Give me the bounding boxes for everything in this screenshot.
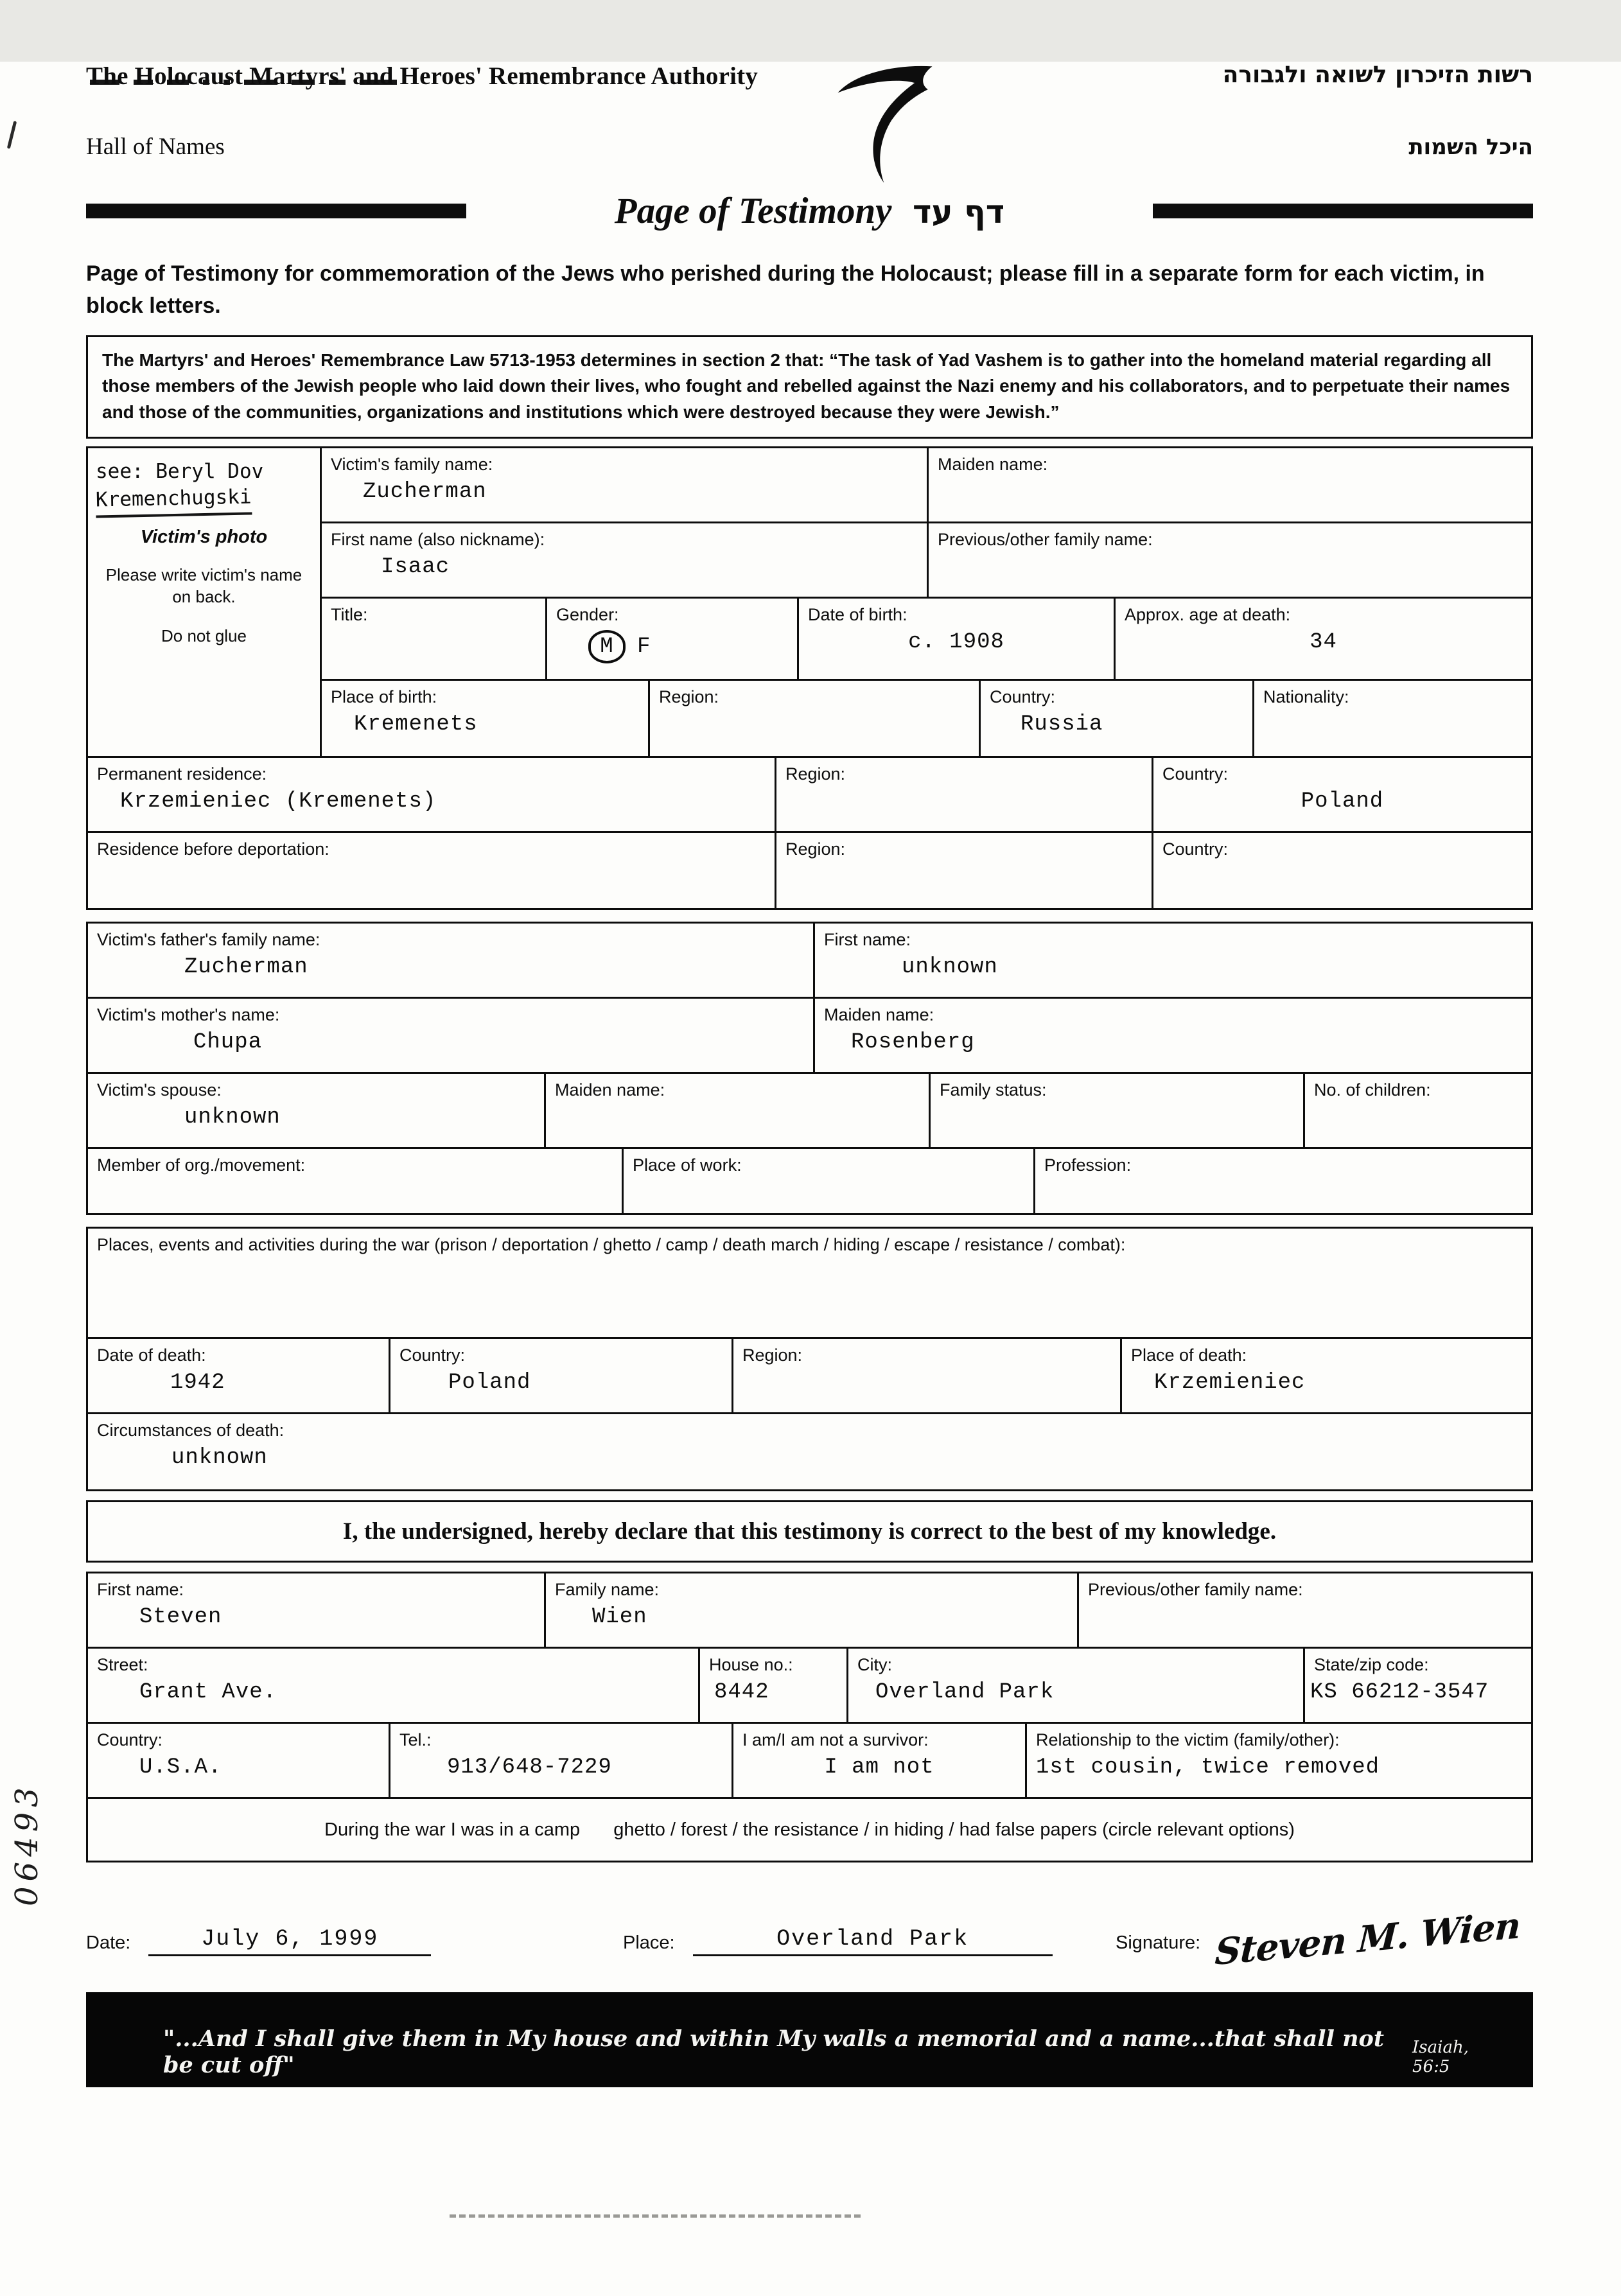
field-death-region bbox=[733, 1339, 1122, 1412]
victim-family-block bbox=[86, 922, 1533, 1215]
field-value: c. 1908 bbox=[908, 630, 1004, 655]
field-mother-name bbox=[88, 999, 815, 1072]
field-value: Zucherman bbox=[363, 480, 487, 505]
signature-row bbox=[86, 1904, 1533, 1974]
form-row bbox=[322, 448, 1531, 523]
hall-of-names-hebrew: היכל השמות bbox=[1408, 134, 1533, 160]
field-label: Nationality: bbox=[1263, 687, 1349, 707]
field-nationality bbox=[1254, 681, 1531, 756]
field-permanent-residence bbox=[88, 758, 776, 831]
field-label: House no.: bbox=[709, 1655, 793, 1675]
field-state-zip bbox=[1305, 1649, 1531, 1722]
war-status-part1: During the war I was in a camp bbox=[324, 1819, 581, 1840]
field-label: Family status: bbox=[940, 1080, 1047, 1100]
field-label: Victim's family name: bbox=[331, 455, 493, 475]
org-name-hebrew: רשות הזיכרון לשואה ולגבורה bbox=[1222, 62, 1533, 88]
field-residence-country bbox=[1153, 758, 1531, 831]
field-birth-region bbox=[650, 681, 981, 756]
signature-label: Signature: bbox=[1116, 1932, 1201, 1954]
field-value bbox=[1254, 708, 1531, 719]
footer-quote-source: Isaiah, 56:5 bbox=[1412, 2038, 1469, 2077]
declaration-text: I, the undersigned, hereby declare that this testimony is correct to the best of my knowledge. bbox=[342, 1518, 1277, 1545]
field-label: Relationship to the victim (family/other): bbox=[1036, 1730, 1340, 1750]
submitter-block bbox=[86, 1572, 1533, 1862]
field-submitter-family-name bbox=[546, 1573, 1079, 1647]
field-value: U.S.A. bbox=[139, 1755, 222, 1780]
field-first-name bbox=[322, 523, 929, 597]
field-value: 34 bbox=[1310, 630, 1337, 655]
field-value bbox=[776, 861, 1152, 871]
field-deportation-country bbox=[1153, 833, 1531, 908]
form-row bbox=[88, 1339, 1531, 1414]
yad-vashem-logo-icon bbox=[834, 64, 936, 185]
field-label: Residence before deportation: bbox=[97, 839, 329, 859]
field-label: I am/I am not a survivor: bbox=[742, 1730, 929, 1750]
date-label: Date: bbox=[86, 1932, 131, 1954]
field-label: Approx. age at death: bbox=[1125, 605, 1291, 625]
field-previous-family-name bbox=[929, 523, 1531, 597]
field-value: unknown bbox=[184, 1105, 281, 1130]
hall-of-names-english: Hall of Names bbox=[86, 134, 225, 160]
field-label: Title: bbox=[331, 605, 368, 625]
field-relationship bbox=[1027, 1724, 1531, 1797]
field-date-of-death bbox=[88, 1339, 390, 1412]
field-label: City: bbox=[857, 1655, 892, 1675]
field-profession bbox=[1035, 1149, 1531, 1213]
field-value bbox=[322, 626, 545, 636]
field-label: Maiden name: bbox=[824, 1005, 934, 1025]
form-row bbox=[88, 1414, 1531, 1489]
photo-box-no-glue: Do not glue bbox=[161, 626, 247, 645]
photo-box-title: Victim's photo bbox=[140, 527, 268, 548]
field-value bbox=[929, 551, 1531, 561]
field-label: State/zip code: bbox=[1314, 1655, 1429, 1675]
field-father-family-name bbox=[88, 924, 815, 997]
field-label: First name (also nickname): bbox=[331, 530, 545, 550]
photo-box-instruction: Please write victim's name on back. bbox=[105, 565, 302, 607]
handwritten-signature: Steven M. Wien bbox=[1214, 1904, 1521, 1974]
field-value: Krzemieniec bbox=[1154, 1371, 1306, 1396]
field-label: Country: bbox=[1162, 839, 1229, 859]
field-family-status bbox=[931, 1074, 1305, 1147]
field-value: Grant Ave. bbox=[139, 1680, 277, 1705]
form-row bbox=[88, 1074, 1531, 1149]
field-birth-country bbox=[981, 681, 1254, 756]
field-value: KS 66212-3547 bbox=[1310, 1680, 1489, 1705]
field-label: No. of children: bbox=[1314, 1080, 1431, 1100]
field-value bbox=[733, 1367, 1120, 1377]
field-value bbox=[1153, 861, 1531, 871]
field-label: Profession: bbox=[1044, 1155, 1132, 1175]
field-value bbox=[1079, 1601, 1531, 1611]
org-name-english: The Holocaust Martyrs' and Heroes' Remembrance Authority bbox=[86, 62, 758, 90]
declaration-box bbox=[86, 1500, 1533, 1563]
field-value bbox=[546, 1101, 929, 1112]
field-title bbox=[322, 599, 547, 679]
title-bar-right bbox=[1153, 204, 1533, 218]
field-label: Date of death: bbox=[97, 1345, 206, 1365]
footer-quote: "...And I shall give them in My house and within My walls a memorial and a name...that shall not be cut off" bbox=[163, 2026, 1385, 2079]
field-children-count bbox=[1305, 1074, 1531, 1147]
field-value bbox=[776, 785, 1152, 796]
field-survivor-status bbox=[733, 1724, 1027, 1797]
field-value: Kremenets bbox=[354, 712, 478, 737]
title-row bbox=[86, 190, 1533, 232]
form-row bbox=[322, 523, 1531, 599]
page-title bbox=[595, 190, 1024, 232]
field-label: Region: bbox=[785, 839, 846, 859]
pen-mark bbox=[7, 121, 17, 149]
field-place-of-birth bbox=[322, 681, 650, 756]
field-residence-region bbox=[776, 758, 1153, 831]
field-label: Circumstances of death: bbox=[97, 1421, 285, 1441]
field-label: Region: bbox=[742, 1345, 803, 1365]
field-value bbox=[88, 861, 775, 871]
form-row bbox=[88, 758, 1531, 833]
field-spouse bbox=[88, 1074, 546, 1147]
field-value: 8442 bbox=[714, 1680, 769, 1705]
field-war-events bbox=[88, 1229, 1531, 1337]
form-row bbox=[322, 599, 1531, 681]
field-org-movement bbox=[88, 1149, 624, 1213]
field-death-country bbox=[390, 1339, 733, 1412]
field-label: Maiden name: bbox=[555, 1080, 665, 1100]
field-label: Permanent residence: bbox=[97, 764, 267, 784]
place-value: Overland Park bbox=[693, 1926, 1053, 1956]
field-label: Places, events and activities during the war (prison / deportation / ghetto / camp / death march / hiding / escape / resistance / combat): bbox=[97, 1235, 1126, 1255]
field-father-first-name bbox=[815, 924, 1531, 997]
field-label: Victim's spouse: bbox=[97, 1080, 222, 1100]
field-value bbox=[88, 1177, 622, 1187]
form-row bbox=[88, 1649, 1531, 1724]
field-value: Overland Park bbox=[875, 1680, 1055, 1705]
field-label: Victim's mother's name: bbox=[97, 1005, 280, 1025]
field-label: Previous/other family name: bbox=[938, 530, 1153, 550]
field-label: Place of birth: bbox=[331, 687, 437, 707]
form-row bbox=[88, 1724, 1531, 1799]
field-label: Country: bbox=[399, 1345, 466, 1365]
gender-male-circled: M bbox=[588, 630, 626, 663]
field-label: Place of work: bbox=[633, 1155, 742, 1175]
field-value: Isaac bbox=[381, 555, 450, 580]
field-tel bbox=[390, 1724, 733, 1797]
field-value: 1942 bbox=[170, 1371, 225, 1396]
field-label: Maiden name: bbox=[938, 455, 1048, 475]
see-note-line1: see: Beryl Dov bbox=[96, 460, 264, 484]
field-value: Steven bbox=[139, 1605, 222, 1630]
field-residence-before-deportation bbox=[88, 833, 776, 908]
field-label: Date of birth: bbox=[808, 605, 907, 625]
page-title-hebrew: דף עד bbox=[912, 193, 1005, 231]
field-label: Family name: bbox=[555, 1580, 660, 1600]
field-date-of-birth bbox=[799, 599, 1116, 679]
victim-photo-box bbox=[88, 448, 322, 756]
header bbox=[86, 62, 1533, 91]
remembrance-law-box: The Martyrs' and Heroes' Remembrance Law 5713-1953 determines in section 2 that: “The task of Yad Vashem is to gather into the homeland material regarding all those members of the Jewish people who laid down their lives, who fought and rebelled against the Nazi enemy and his collaborators, and to perpetuate their names and those of the communities, organizations and institutions which were destroyed because they were Jewish.” bbox=[86, 335, 1533, 439]
field-label: Gender: bbox=[556, 605, 619, 625]
footer-quote-bar bbox=[86, 1992, 1533, 2087]
field-label: Region: bbox=[659, 687, 719, 707]
field-deportation-region bbox=[776, 833, 1153, 908]
field-city bbox=[848, 1649, 1305, 1722]
field-label: Place of death: bbox=[1131, 1345, 1247, 1365]
field-label: Victim's father's family name: bbox=[97, 930, 320, 950]
field-label: Country: bbox=[1162, 764, 1229, 784]
field-value: Russia bbox=[1021, 712, 1103, 737]
page-title-english: Page of Testimony bbox=[614, 191, 892, 231]
war-status-part2: ghetto / forest / the resistance / in hiding / had false papers (circle relevant options) bbox=[613, 1819, 1295, 1840]
handwritten-margin-number: 06493 bbox=[9, 1782, 45, 1906]
field-value bbox=[88, 1256, 1531, 1266]
field-place-of-death bbox=[1122, 1339, 1531, 1412]
see-note-line2: Kremenchugski bbox=[96, 484, 252, 518]
field-maiden-name bbox=[929, 448, 1531, 521]
testimony-form bbox=[86, 446, 1533, 1862]
field-place-of-work bbox=[624, 1149, 1035, 1213]
field-submitter-previous-name bbox=[1079, 1573, 1531, 1647]
scan-artifact-bottom bbox=[450, 2214, 861, 2218]
field-value: Rosenberg bbox=[851, 1030, 975, 1055]
title-bar-left bbox=[86, 204, 466, 218]
field-value: Poland bbox=[448, 1371, 531, 1396]
field-war-status-line bbox=[88, 1799, 1531, 1861]
field-value: Krzemieniec (Kremenets) bbox=[120, 789, 437, 814]
form-row bbox=[88, 1799, 1531, 1861]
field-spouse-maiden-name bbox=[546, 1074, 931, 1147]
field-label: Country: bbox=[97, 1730, 163, 1750]
war-and-death-block bbox=[86, 1227, 1533, 1491]
field-label: First name: bbox=[97, 1580, 184, 1600]
field-label: Street: bbox=[97, 1655, 148, 1675]
field-age-at-death bbox=[1116, 599, 1531, 679]
field-value bbox=[931, 1101, 1303, 1112]
field-circumstances-of-death bbox=[88, 1414, 1531, 1489]
place-label: Place: bbox=[623, 1932, 675, 1954]
war-status-text bbox=[88, 1813, 1531, 1847]
form-row bbox=[88, 999, 1531, 1074]
form-row bbox=[322, 681, 1531, 756]
handwritten-see-note bbox=[94, 452, 313, 523]
field-value bbox=[1305, 1101, 1531, 1112]
field-value: unknown bbox=[171, 1446, 268, 1471]
field-gender bbox=[547, 599, 799, 679]
field-label: Previous/other family name: bbox=[1088, 1580, 1303, 1600]
form-row bbox=[88, 1149, 1531, 1213]
field-value: Wien bbox=[592, 1605, 647, 1630]
page-of-testimony-document bbox=[86, 62, 1533, 2087]
field-label: Region: bbox=[785, 764, 846, 784]
date-value: July 6, 1999 bbox=[148, 1926, 431, 1956]
field-mother-maiden-name bbox=[815, 999, 1531, 1072]
form-row bbox=[88, 1573, 1531, 1649]
field-label: Tel.: bbox=[399, 1730, 432, 1750]
field-label: Member of org./movement: bbox=[97, 1155, 306, 1175]
field-value: I am not bbox=[824, 1755, 934, 1780]
field-house-no bbox=[700, 1649, 848, 1722]
field-value: 913/648-7229 bbox=[447, 1755, 612, 1780]
field-value: Chupa bbox=[193, 1030, 263, 1055]
field-value: Zucherman bbox=[184, 955, 308, 980]
field-victim-family-name bbox=[322, 448, 929, 521]
field-value: unknown bbox=[902, 955, 998, 980]
field-submitter-country bbox=[88, 1724, 390, 1797]
victim-identity-block bbox=[86, 446, 1533, 910]
field-value: 1st cousin, twice removed bbox=[1036, 1755, 1380, 1780]
field-submitter-first-name bbox=[88, 1573, 546, 1647]
gender-female: F bbox=[637, 635, 651, 660]
intro-paragraph: Page of Testimony for commemoration of the Jews who perished during the Holocaust; please fill in a separate form for each victim, in block letters. bbox=[86, 261, 1485, 319]
form-row bbox=[88, 833, 1531, 908]
field-value bbox=[650, 708, 979, 719]
form-row bbox=[88, 924, 1531, 999]
gender-value bbox=[547, 626, 797, 670]
field-label: Country: bbox=[990, 687, 1056, 707]
field-value: Poland bbox=[1301, 789, 1384, 814]
field-value bbox=[1035, 1177, 1531, 1187]
form-row bbox=[88, 1229, 1531, 1339]
hall-of-names-row bbox=[86, 133, 1533, 161]
field-street bbox=[88, 1649, 700, 1722]
field-label: First name: bbox=[824, 930, 911, 950]
field-value bbox=[929, 476, 1531, 486]
field-value bbox=[624, 1177, 1033, 1187]
